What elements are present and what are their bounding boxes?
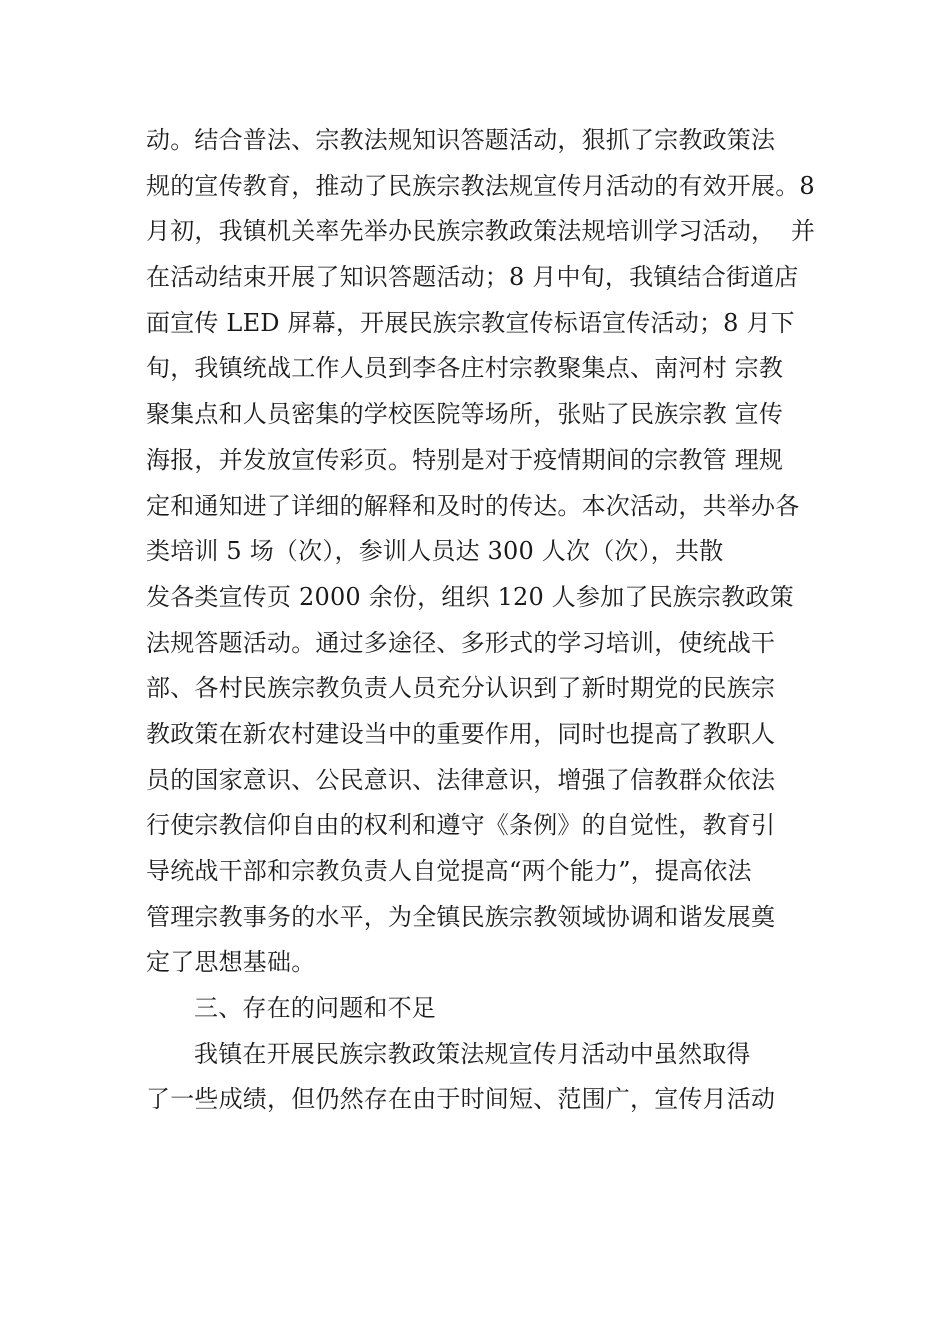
section-heading: 三、存在的问题和不足: [194, 994, 436, 1023]
text-line: 类培训 5 场（次），参训人员达 300 人次（次），共散: [146, 537, 724, 566]
text-line: 发各类宣传页 2000 余份，组织 120 人参加了民族宗教政策: [146, 582, 794, 611]
text-line: 部、各村民族宗教负责人员充分认识到了新时期党的民族宗: [146, 674, 776, 703]
text-line: 导统战干部和宗教负责人自觉提高“两个能力”，提高依法: [146, 857, 752, 885]
paragraph-line: 了一些成绩，但仍然存在由于时间短、范围广，宣传月活动: [146, 1085, 776, 1114]
text-line: 动。结合普法、宗教法规知识答题活动，狠抓了宗教政策法: [146, 126, 776, 154]
text-line: 法规答题活动。通过多途径、多形式的学习培训，使统战干: [146, 628, 776, 657]
text-line: 员的国家意识、公民意识、法律意识，增强了信教群众依法: [146, 765, 776, 794]
paragraph-line: 我镇在开展民族宗教政策法规宣传月活动中虽然取得: [194, 1039, 751, 1068]
text-line: 定了思想基础。: [146, 948, 316, 977]
text-line: 规的宣传教育，推动了民族宗教法规宣传月活动的有效开展。8: [146, 171, 815, 200]
text-line: 旬，我镇统战工作人员到李各庄村宗教聚集点、南河村 宗教: [146, 354, 784, 383]
text-line: 行使宗教信仰自由的权利和遵守《条例》的自觉性，教育引: [146, 811, 776, 840]
text-line: 定和通知进了详细的解释和及时的传达。本次活动，共举办各: [146, 491, 800, 520]
text-line: 管理宗教事务的水平，为全镇民族宗教领域协调和谐发展奠: [146, 902, 776, 931]
document-text: [146, 118, 826, 1123]
text-line: 面宣传 LED 屏幕，开展民族宗教宣传标语宣传活动；8 月下: [146, 308, 795, 337]
text-line: 聚集点和人员密集的学校医院等场所，张贴了民族宗教 宣传: [146, 400, 784, 429]
text-line: 月初，我镇机关率先举办民族宗教政策法规培训学习活动， 并: [146, 217, 816, 246]
text-line: 在活动结束开展了知识答题活动；8 月中旬，我镇结合街道店: [146, 263, 799, 292]
text-line: 海报，并发放宣传彩页。特别是对于疫情期间的宗教管 理规: [146, 445, 784, 474]
text-line: 教政策在新农村建设当中的重要作用，同时也提高了教职人: [146, 719, 776, 748]
